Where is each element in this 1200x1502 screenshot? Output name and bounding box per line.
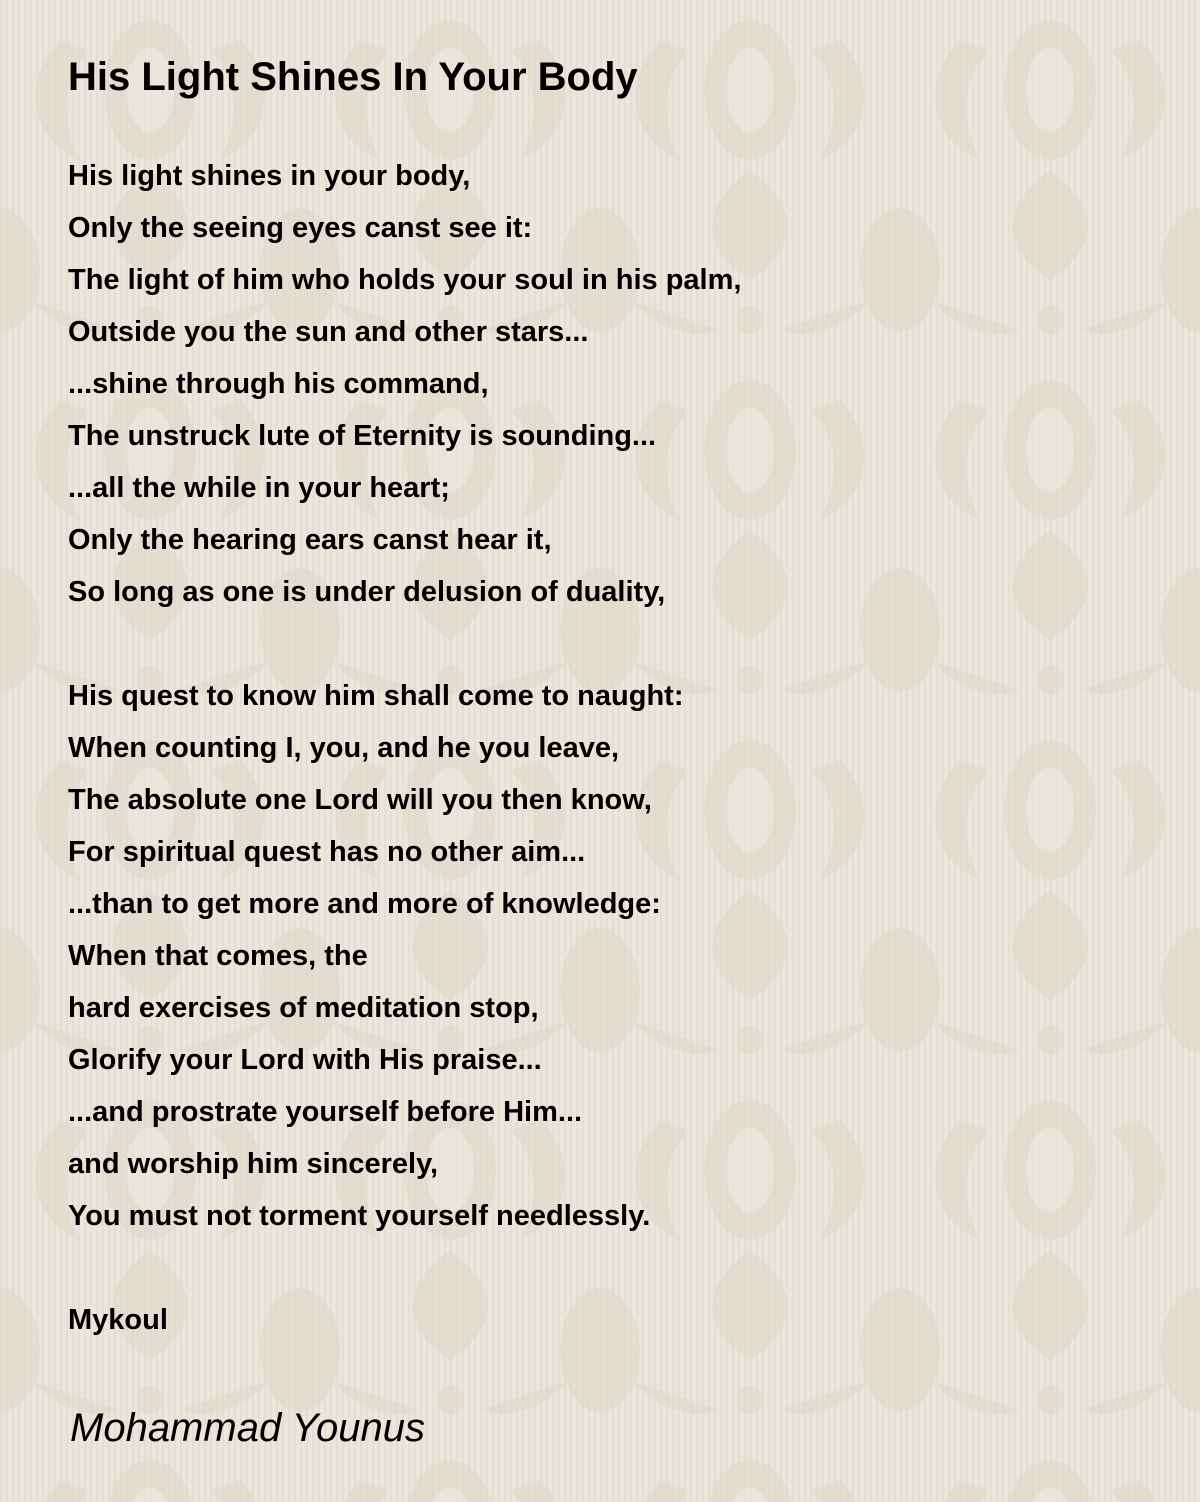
poem-line: Outside you the sun and other stars...: [68, 316, 589, 348]
poem-line: and worship him sincerely,: [68, 1148, 439, 1180]
poem-line: The light of him who holds your soul in his palm,: [68, 264, 742, 296]
poem-line: ...than to get more and more of knowledge:: [68, 888, 661, 920]
poem-line: The unstruck lute of Eternity is sounding...: [68, 420, 657, 452]
poem-line: When that comes, the: [68, 940, 368, 972]
poem-line: ...all the while in your heart;: [68, 472, 450, 504]
poem-line: His light shines in your body,: [68, 160, 471, 192]
poem-title: His Light Shines In Your Body: [68, 55, 638, 99]
stanza-1: [68, 150, 741, 618]
poem-line: When counting I, you, and he you leave,: [68, 732, 620, 764]
poem-line: ...shine through his command,: [68, 368, 489, 400]
poem-line: His quest to know him shall come to naught:: [68, 680, 684, 712]
poem-line: So long as one is under delusion of duality,: [68, 576, 666, 608]
poem-line: The absolute one Lord will you then know,: [68, 784, 652, 816]
poem-body: [68, 150, 741, 1346]
stanza-2: [68, 670, 741, 1242]
poem-line: You must not torment yourself needlessly.: [68, 1200, 651, 1232]
poem-signature: Mykoul: [68, 1304, 168, 1336]
poem-line: Only the hearing ears canst hear it,: [68, 524, 552, 556]
poem-line: Only the seeing eyes canst see it:: [68, 212, 533, 244]
poem-line: For spiritual quest has no other aim...: [68, 836, 586, 868]
poem-line: ...and prostrate yourself before Him...: [68, 1096, 583, 1128]
author-name: Mohammad Younus: [70, 1406, 426, 1450]
poem-line: hard exercises of meditation stop,: [68, 992, 539, 1024]
poem-line: Glorify your Lord with His praise...: [68, 1044, 542, 1076]
